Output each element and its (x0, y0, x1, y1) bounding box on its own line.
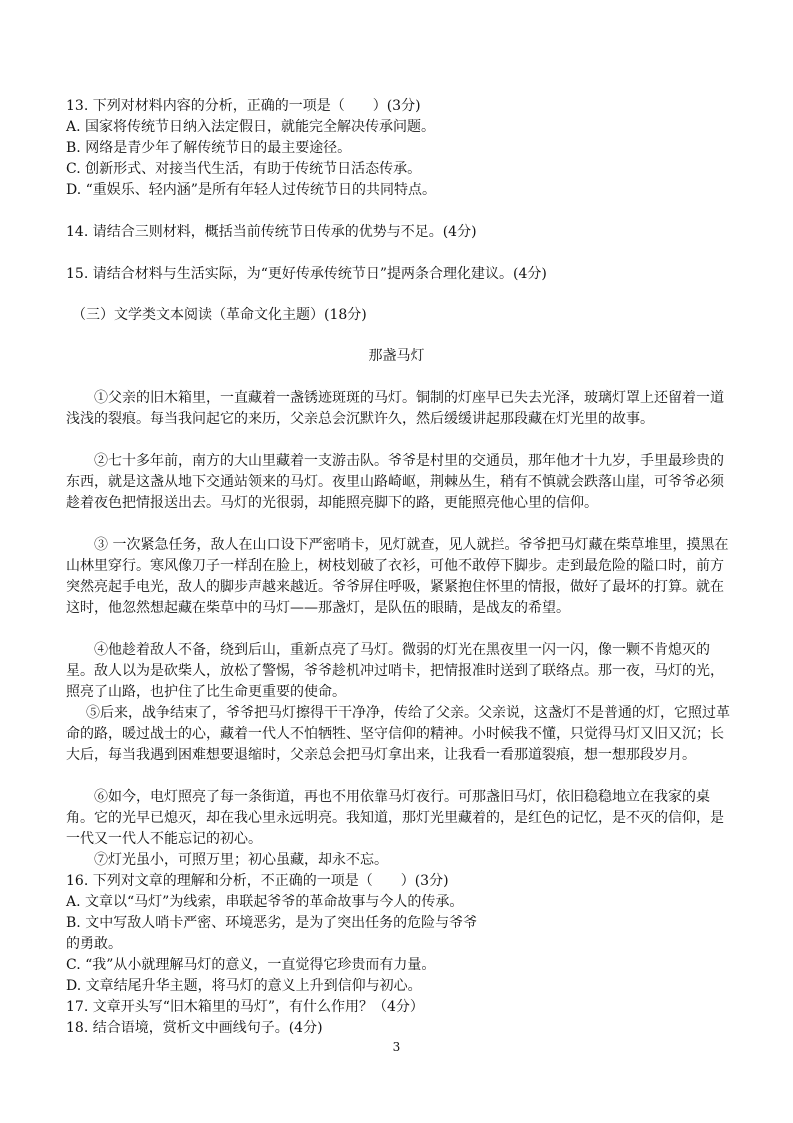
option-a: A. 国家将传统节日纳入法定假日，就能完全解决传承问题。 (66, 119, 436, 135)
option-d: D. “重娱乐、轻内涵”是所有年轻人过传统节日的共同特点。 (66, 182, 436, 198)
page-number: 3 (392, 1040, 401, 1054)
paragraph-3: ③ 一次紧急任务，敌人在山口设下严密哨卡，见灯就查，见人就拦。爷爷把马灯藏在柴草堆里，摸黑在山林里穿行。寒风像刀子一样刮在脸上，树枝划破了衣衫，可他不敢停下脚步。走到最危险的隘口时，前方突然亮起手电光，敌人的脚步声越来越近。爷爷屏住呼吸，紧紧抱住怀里的情报，做好了最坏的打算。就在这时，他忽然想起藏在柴草中的马灯——那盏灯，是队伍的眼睛，是战友的希望。 (66, 537, 729, 616)
option-c: C. 创新形式、对接当代生活，有助于传统节日活态传承。 (66, 161, 422, 177)
question-18: 18. 结合语境，赏析文中画线句子。(4分) (66, 1020, 323, 1036)
article-title: 那盏马灯 (368, 348, 425, 364)
option-a: A. 文章以“马灯”为线索，串联起爷爷的革命故事与今人的传承。 (66, 894, 464, 910)
paragraph-5: ⑤后来，战争结束了，爷爷把马灯擦得干干净净，传给了父亲。父亲说，这盏灯不是普通的灯，它照过革命的路，暖过战士的心，藏着一代人不怕牺牲、坚守信仰的精神。小时候我不懂，只觉得马灯又旧又沉；长大后，每当我遇到困难想要退缩时，父亲总会把马灯拿出来，让我看一看那道裂痕，想一想那段岁月。 (66, 705, 730, 763)
option-b-continued: 的勇敢。 (66, 936, 122, 952)
question-16-stem: 16. 下列对文章的理解和分析，不正确的一项是（ ）(3分) (66, 873, 449, 889)
option-b: B. 网络是青少年了解传统节日的最主要途径。 (66, 140, 352, 156)
question-14: 14. 请结合三则材料，概括当前传统节日传承的优势与不足。(4分) (66, 224, 477, 240)
question-15: 15. 请结合材料与生活实际，为“更好传承传统节日”提两条合理化建议。(4分) (66, 266, 547, 282)
section-heading: （三）文学类文本阅读（革命文化主题）(18分) (72, 307, 367, 323)
paragraph-7: ⑦灯光虽小，可照万里；初心虽藏，却永不忘。 (94, 852, 388, 868)
question-17: 17. 文章开头写“旧木箱里的马灯”，有什么作用？（4分） (66, 999, 424, 1015)
option-d: D. 文章结尾升华主题，将马灯的意义上升到信仰与初心。 (66, 978, 422, 994)
paragraph-6: ⑥如今，电灯照亮了每一条街道，再也不用依靠马灯夜行。可那盏旧马灯，依旧稳稳地立在我家的桌角。它的光早已熄灭，却在我心里永远明亮。我知道，那灯光里藏着的，是红色的记忆，是不灭的信仰，是一代又一代人不能忘记的初心。 (66, 789, 724, 847)
option-b: B. 文中写敌人哨卡严密、环境恶劣，是为了突出任务的危险与爷爷 (66, 915, 478, 931)
paragraph-4: ④他趁着敌人不备，绕到后山，重新点亮了马灯。微弱的灯光在黑夜里一闪一闪，像一颗不肯熄灭的星。敌人以为是砍柴人，放松了警惕，爷爷趁机冲过哨卡，把情报准时送到了联络点。那一夜，马灯的光，照亮了山路，也护住了比生命更重要的使命。 (66, 642, 724, 700)
paragraph-2: ②七十多年前，南方的大山里藏着一支游击队。爷爷是村里的交通员，那年他才十九岁，手里最珍贵的东西，就是这盏从地下交通站领来的马灯。夜里山路崎岖，荆棘丛生，稍有不慎就会跌落山崖，可爷爷必须趁着夜色把情报送出去。马灯的光很弱，却能照亮脚下的路，更能照亮他心里的信仰。 (66, 453, 724, 511)
question-13-stem: 13. 下列对材料内容的分析，正确的一项是（ ）(3分) (66, 98, 421, 114)
paragraph-1: ①父亲的旧木箱里，一直藏着一盏锈迹斑斑的马灯。铜制的灯座早已失去光泽，玻璃灯罩上还留着一道浅浅的裂痕。每当我问起它的来历，父亲总会沉默许久，然后缓缓讲起那段藏在灯光里的故事。 (66, 390, 724, 427)
option-c: C. “我”从小就理解马灯的意义，一直觉得它珍贵而有力量。 (66, 957, 436, 973)
